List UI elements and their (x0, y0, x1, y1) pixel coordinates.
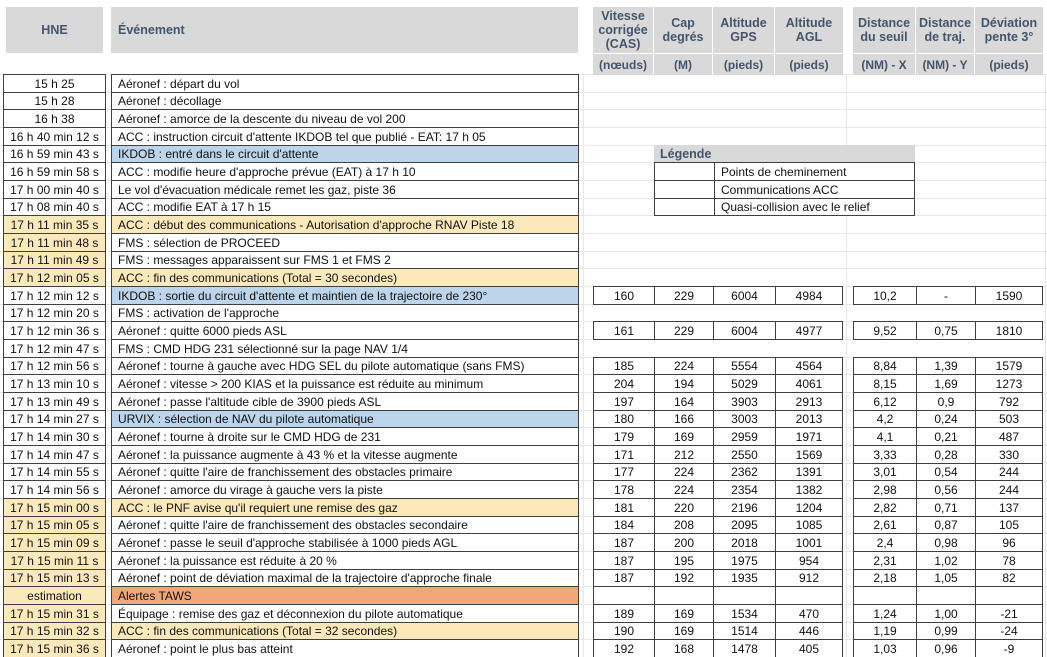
event-cell: ACC : fin des communications (Total = 32 secondes) (111, 622, 579, 640)
value-cell-deviation: 503 (975, 410, 1043, 428)
event-cell: Aéronef : passe le seuil d'approche stabilisée à 1000 pieds AGL (111, 533, 579, 552)
value-cell-alt-agl: 446 (775, 622, 843, 640)
value-cell-cap: 164 (654, 392, 714, 411)
value-cell-deviation: 105 (975, 516, 1043, 534)
event-cell: ACC : modifie EAT à 17 h 15 (111, 198, 579, 216)
time-cell: 17 h 15 min 13 s (3, 569, 106, 587)
value-cell-cas: 187 (593, 533, 655, 552)
event-cell: FMS : messages apparaissent sur FMS 1 et FMS 2 (111, 251, 579, 269)
value-cell-cas: 178 (593, 480, 655, 499)
value-cell-cas: 185 (593, 357, 655, 375)
value-cell-dist-y: 0,21 (916, 427, 976, 446)
value-cell-dist-x: 2,82 (853, 498, 917, 517)
value-cell-dist-x: 8,84 (853, 357, 917, 375)
value-cell-deviation: 1590 (975, 286, 1043, 305)
value-cell-deviation (975, 586, 1043, 605)
time-cell: 17 h 12 min 20 s (3, 304, 106, 322)
time-cell: 15 h 25 (3, 74, 106, 93)
legend-swatch-acc-communications (654, 180, 715, 199)
value-cell-cas: 160 (593, 286, 655, 305)
event-cell: Aéronef : tourne à gauche avec HDG SEL du pilote automatique (sans FMS) (111, 357, 579, 375)
time-cell: 17 h 15 min 09 s (3, 533, 106, 552)
value-cell-cas (593, 586, 655, 605)
time-cell: 17 h 11 min 48 s (3, 233, 106, 252)
value-cell-alt-agl: 470 (775, 604, 843, 623)
value-cell-dist-x: 2,61 (853, 516, 917, 534)
value-cell-dist-x: 2,4 (853, 533, 917, 552)
value-cell-dist-x: 4,1 (853, 427, 917, 446)
value-cell-dist-y: 1,39 (916, 357, 976, 375)
time-cell: 16 h 59 min 58 s (3, 162, 106, 181)
event-cell: Aéronef : la puissance augmente à 43 % et la vitesse augmente (111, 445, 579, 464)
value-cell-dist-x: 4,2 (853, 410, 917, 428)
time-cell: 17 h 14 min 56 s (3, 480, 106, 499)
value-cell-alt-gps: 2354 (713, 480, 776, 499)
time-cell: 17 h 15 min 11 s (3, 551, 106, 570)
time-cell: 17 h 15 min 00 s (3, 498, 106, 517)
value-cell-cas: 204 (593, 374, 655, 393)
header-distance-traj: Distance de traj. (916, 7, 975, 53)
value-cell-dist-x: 1,03 (853, 639, 917, 657)
value-cell-cap: 220 (654, 498, 714, 517)
time-cell: 17 h 12 min 05 s (3, 268, 106, 287)
value-cell-dist-y: 1,02 (916, 551, 976, 570)
header-distance-seuil: Distance du seuil (853, 7, 916, 53)
header-hne: HNE (6, 7, 103, 53)
value-cell-cas: 177 (593, 463, 655, 481)
event-cell: Équipage : remise des gaz et déconnexion du pilote automatique (111, 604, 579, 623)
value-cell-dist-y: 1,69 (916, 374, 976, 393)
value-cell-cap: 224 (654, 463, 714, 481)
header-cap-degres: Cap degrés (654, 7, 713, 53)
time-cell: 16 h 59 min 43 s (3, 145, 106, 163)
time-cell: 17 h 11 min 49 s (3, 251, 106, 269)
time-cell: 17 h 14 min 30 s (3, 427, 106, 446)
value-cell-alt-gps: 5029 (713, 374, 776, 393)
value-cell-deviation: 78 (975, 551, 1043, 570)
event-cell: ACC : fin des communications (Total = 30 secondes) (111, 268, 579, 287)
time-cell: 17 h 14 min 55 s (3, 463, 106, 481)
legend-swatch-waypoints (654, 162, 715, 181)
time-cell: 17 h 14 min 47 s (3, 445, 106, 464)
value-cell-dist-y: 1,00 (916, 604, 976, 623)
value-cell-dist-x: 3,33 (853, 445, 917, 464)
header-altitude-gps: Altitude GPS (713, 7, 775, 53)
header-deviation-pente: Déviation pente 3° (975, 7, 1043, 53)
value-cell-dist-y: 0,98 (916, 533, 976, 552)
value-cell-cas: 184 (593, 516, 655, 534)
value-cell-alt-agl: 912 (775, 569, 843, 587)
value-cell-dist-y: - (916, 286, 976, 305)
value-cell-cas: 192 (593, 639, 655, 657)
value-cell-cas: 179 (593, 427, 655, 446)
event-cell: ACC : modifie heure d'approche prévue (EAT) à 17 h 10 (111, 162, 579, 181)
time-cell: 17 h 12 min 47 s (3, 339, 106, 358)
time-cell: 17 h 14 min 27 s (3, 410, 106, 428)
value-cell-alt-gps: 2196 (713, 498, 776, 517)
value-cell-alt-gps (713, 586, 776, 605)
event-cell: Aéronef : quitte l'aire de franchissement des obstacles secondaire (111, 516, 579, 534)
value-cell-cas: 181 (593, 498, 655, 517)
event-cell: Aéronef : passe l'altitude cible de 3900 pieds ASL (111, 392, 579, 411)
time-cell: 17 h 11 min 35 s (3, 215, 106, 234)
value-cell-cap: 194 (654, 374, 714, 393)
value-cell-deviation: 244 (975, 480, 1043, 499)
value-cell-dist-y: 0,9 (916, 392, 976, 411)
value-cell-dist-x: 2,18 (853, 569, 917, 587)
value-cell-alt-gps: 3003 (713, 410, 776, 428)
value-cell-dist-x: 1,24 (853, 604, 917, 623)
value-cell-deviation: 244 (975, 463, 1043, 481)
unit-m: (M) (654, 53, 713, 75)
value-cell-cas: 187 (593, 551, 655, 570)
value-cell-deviation: 1273 (975, 374, 1043, 393)
unit-nm-x: (NM) - X (853, 53, 916, 75)
value-cell-cas: 187 (593, 569, 655, 587)
value-cell-dist-x: 6,12 (853, 392, 917, 411)
value-cell-alt-agl: 2913 (775, 392, 843, 411)
value-cell-alt-agl: 1204 (775, 498, 843, 517)
event-cell: IKDOB : sortie du circuit d'attente et maintien de la trajectoire de 230° (111, 286, 579, 305)
value-cell-cap: 224 (654, 357, 714, 375)
unit-noeuds: (nœuds) (593, 53, 654, 75)
event-cell: ACC : instruction circuit d'attente IKDOB tel que publié - EAT: 17 h 05 (111, 127, 579, 146)
value-cell-alt-agl (775, 586, 843, 605)
event-cell: FMS : sélection de PROCEED (111, 233, 579, 252)
event-cell: Aéronef : amorce du virage à gauche vers la piste (111, 480, 579, 499)
value-cell-dist-y: 0,24 (916, 410, 976, 428)
value-cell-deviation: 487 (975, 427, 1043, 446)
value-cell-deviation: 792 (975, 392, 1043, 411)
time-cell: 16 h 38 (3, 109, 106, 128)
value-cell-cas: 189 (593, 604, 655, 623)
time-cell: 17 h 12 min 36 s (3, 321, 106, 340)
value-cell-deviation: -21 (975, 604, 1043, 623)
value-cell-alt-gps: 5554 (713, 357, 776, 375)
value-cell-alt-agl: 1391 (775, 463, 843, 481)
value-cell-deviation: 82 (975, 569, 1043, 587)
value-cell-cap: 166 (654, 410, 714, 428)
value-cell-dist-y: 0,54 (916, 463, 976, 481)
event-cell: Le vol d'évacuation médicale remet les gaz, piste 36 (111, 180, 579, 199)
value-cell-alt-agl: 4564 (775, 357, 843, 375)
value-cell-dist-x: 2,98 (853, 480, 917, 499)
time-cell: 17 h 13 min 49 s (3, 392, 106, 411)
event-cell: ACC : le PNF avise qu'il requiert une remise des gaz (111, 498, 579, 517)
legend-swatch-terrain-near-collision (654, 198, 715, 216)
value-cell-alt-gps: 2362 (713, 463, 776, 481)
value-cell-cap: 224 (654, 480, 714, 499)
event-cell: Aéronef : point de déviation maximal de la trajectoire d'approche finale (111, 569, 579, 587)
legend-title: Légende (654, 145, 915, 163)
value-cell-deviation: 1579 (975, 357, 1043, 375)
event-cell: ACC : début des communications - Autorisation d'approche RNAV Piste 18 (111, 215, 579, 234)
value-cell-dist-y: 1,05 (916, 569, 976, 587)
legend-label-acc-communications: Communications ACC (714, 180, 915, 199)
value-cell-dist-x: 3,01 (853, 463, 917, 481)
value-cell-cas: 190 (593, 622, 655, 640)
value-cell-cas: 161 (593, 321, 655, 340)
value-cell-cap: 208 (654, 516, 714, 534)
event-cell: Aéronef : la puissance est réduite à 20 % (111, 551, 579, 570)
unit-pieds-gps: (pieds) (713, 53, 775, 75)
value-cell-alt-gps: 2095 (713, 516, 776, 534)
value-cell-alt-gps: 6004 (713, 286, 776, 305)
value-cell-cap: 195 (654, 551, 714, 570)
time-cell: 15 h 28 (3, 92, 106, 110)
value-cell-alt-gps: 1478 (713, 639, 776, 657)
value-cell-dist-x: 1,19 (853, 622, 917, 640)
value-cell-alt-agl: 4061 (775, 374, 843, 393)
value-cell-deviation: -9 (975, 639, 1043, 657)
time-cell: 17 h 15 min 05 s (3, 516, 106, 534)
value-cell-dist-y: 0,56 (916, 480, 976, 499)
value-cell-alt-gps: 2959 (713, 427, 776, 446)
header-vitesse-cas: Vitesse corrigée (CAS) (593, 7, 654, 53)
value-cell-alt-gps: 3903 (713, 392, 776, 411)
value-cell-alt-gps: 1935 (713, 569, 776, 587)
value-cell-alt-agl: 1001 (775, 533, 843, 552)
time-cell: 17 h 08 min 40 s (3, 198, 106, 216)
value-cell-alt-agl: 1971 (775, 427, 843, 446)
value-cell-alt-agl: 954 (775, 551, 843, 570)
time-cell: 17 h 13 min 10 s (3, 374, 106, 393)
value-cell-alt-gps: 1975 (713, 551, 776, 570)
value-cell-cap: 169 (654, 604, 714, 623)
value-cell-cas: 171 (593, 445, 655, 464)
value-cell-dist-y: 0,71 (916, 498, 976, 517)
value-cell-dist-x: 8,15 (853, 374, 917, 393)
value-cell-alt-agl: 1085 (775, 516, 843, 534)
value-cell-alt-agl: 1382 (775, 480, 843, 499)
value-cell-alt-gps: 6004 (713, 321, 776, 340)
event-cell: IKDOB : entré dans le circuit d'attente (111, 145, 579, 163)
time-cell: 17 h 00 min 40 s (3, 180, 106, 199)
value-cell-deviation: -24 (975, 622, 1043, 640)
time-cell: 17 h 15 min 36 s (3, 639, 106, 657)
unit-pieds-dev: (pieds) (975, 53, 1043, 75)
value-cell-cas: 197 (593, 392, 655, 411)
value-cell-cap: 212 (654, 445, 714, 464)
event-cell: Aéronef : décollage (111, 92, 579, 110)
value-cell-dist-x: 2,31 (853, 551, 917, 570)
value-cell-cap: 229 (654, 286, 714, 305)
value-cell-alt-agl: 4984 (775, 286, 843, 305)
value-cell-alt-gps: 1534 (713, 604, 776, 623)
legend-label-waypoints: Points de cheminement (714, 162, 915, 181)
value-cell-cap: 192 (654, 569, 714, 587)
event-cell: Aéronef : amorce de la descente du niveau de vol 200 (111, 109, 579, 128)
value-cell-dist-y: 0,87 (916, 516, 976, 534)
value-cell-alt-gps: 2550 (713, 445, 776, 464)
value-cell-dist-y (916, 586, 976, 605)
event-cell: Aéronef : départ du vol (111, 74, 579, 93)
value-cell-dist-y: 0,96 (916, 639, 976, 657)
value-cell-dist-x: 10,2 (853, 286, 917, 305)
time-cell: 17 h 15 min 32 s (3, 622, 106, 640)
unit-nm-y: (NM) - Y (916, 53, 975, 75)
value-cell-cap: 168 (654, 639, 714, 657)
header-evenement: Événement (111, 7, 578, 53)
time-cell: estimation (3, 586, 106, 605)
value-cell-deviation: 137 (975, 498, 1043, 517)
value-cell-alt-gps: 2018 (713, 533, 776, 552)
value-cell-alt-agl: 2013 (775, 410, 843, 428)
value-cell-deviation: 1810 (975, 321, 1043, 340)
value-cell-deviation: 330 (975, 445, 1043, 464)
value-cell-dist-y: 0,99 (916, 622, 976, 640)
value-cell-dist-x (853, 586, 917, 605)
event-cell: URVIX : sélection de NAV du pilote automatique (111, 410, 579, 428)
value-cell-cap: 169 (654, 427, 714, 446)
value-cell-alt-agl: 4977 (775, 321, 843, 340)
event-cell: FMS : CMD HDG 231 sélectionné sur la page NAV 1/4 (111, 339, 579, 358)
time-cell: 17 h 15 min 31 s (3, 604, 106, 623)
event-cell: Aéronef : quitte 6000 pieds ASL (111, 321, 579, 340)
value-cell-alt-agl: 405 (775, 639, 843, 657)
value-cell-cap: 200 (654, 533, 714, 552)
event-cell: Aéronef : point le plus bas atteint (111, 639, 579, 657)
value-cell-dist-x: 9,52 (853, 321, 917, 340)
legend-label-terrain-near-collision: Quasi-collision avec le relief (714, 198, 915, 216)
time-cell: 17 h 12 min 56 s (3, 357, 106, 375)
value-cell-dist-y: 0,28 (916, 445, 976, 464)
value-cell-alt-agl: 1569 (775, 445, 843, 464)
time-cell: 16 h 40 min 12 s (3, 127, 106, 146)
value-cell-dist-y: 0,75 (916, 321, 976, 340)
header-altitude-agl: Altitude AGL (775, 7, 843, 53)
value-cell-cap: 169 (654, 622, 714, 640)
event-cell: Aéronef : quitte l'aire de franchissement des obstacles primaire (111, 463, 579, 481)
value-cell-alt-gps: 1514 (713, 622, 776, 640)
unit-pieds-agl: (pieds) (775, 53, 843, 75)
event-cell: FMS : activation de l'approche (111, 304, 579, 322)
event-cell: Alertes TAWS (111, 586, 579, 605)
value-cell-deviation: 96 (975, 533, 1043, 552)
time-cell: 17 h 12 min 12 s (3, 286, 106, 305)
value-cell-cap: 229 (654, 321, 714, 340)
event-cell: Aéronef : vitesse > 200 KIAS et la puissance est réduite au minimum (111, 374, 579, 393)
event-cell: Aéronef : tourne à droite sur le CMD HDG de 231 (111, 427, 579, 446)
value-cell-cap (654, 586, 714, 605)
value-cell-cas: 180 (593, 410, 655, 428)
